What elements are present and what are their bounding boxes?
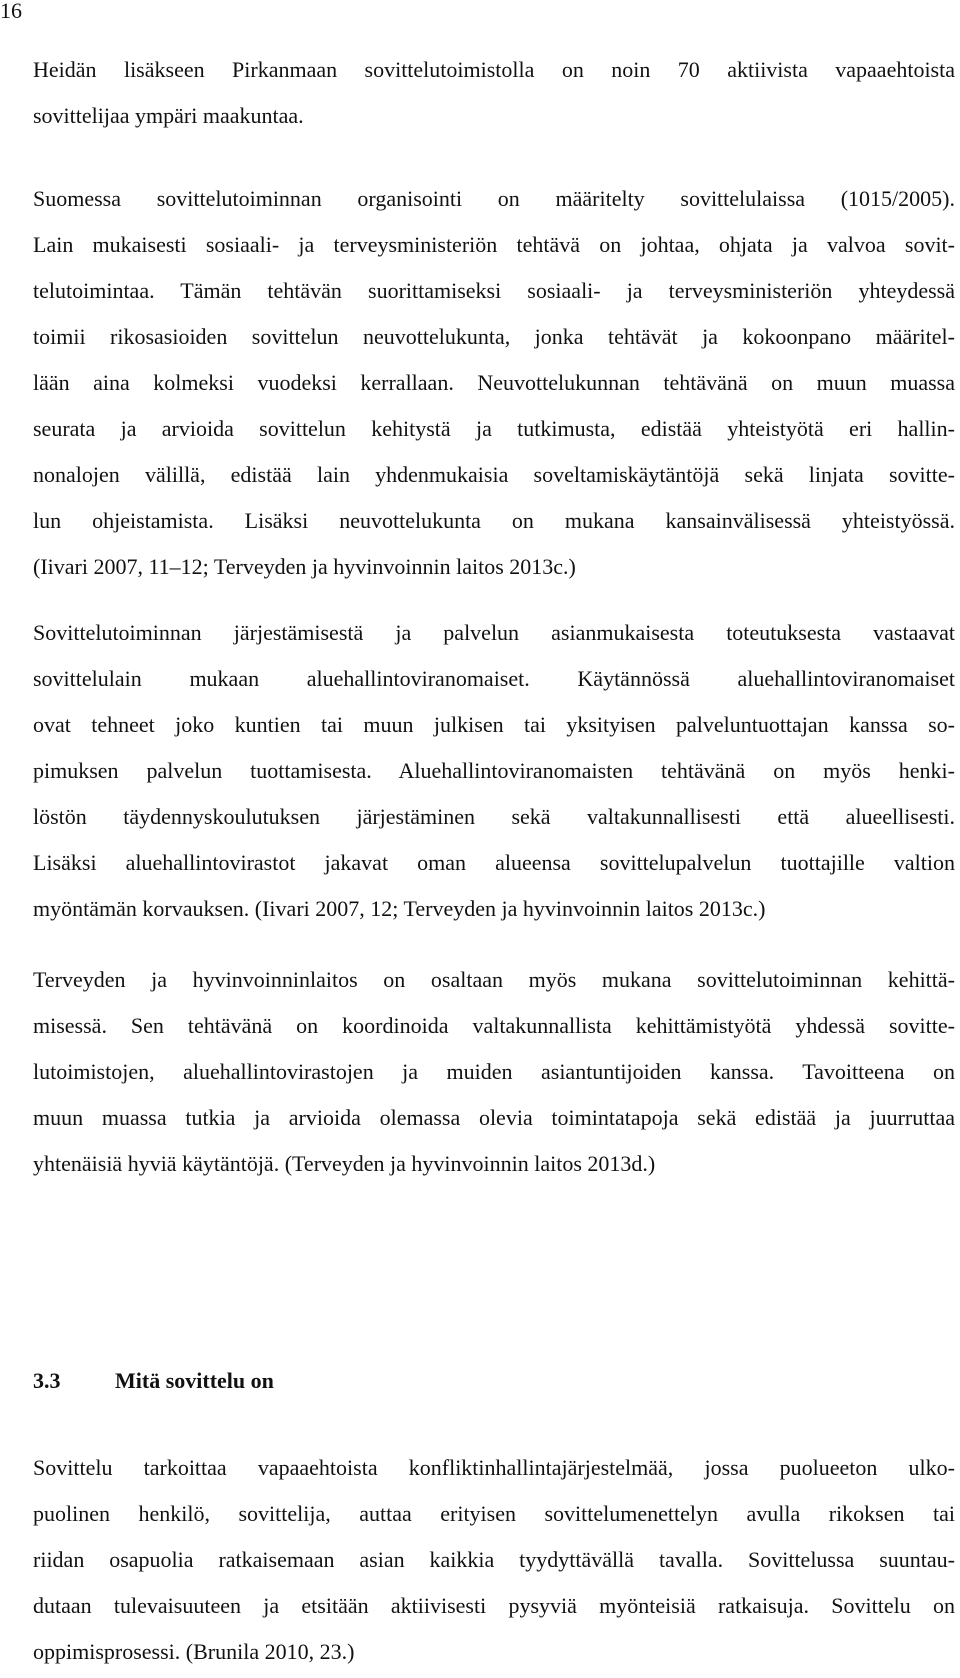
text-line: puolinen henkilö, sovittelija, auttaa erityisen sovittelumenettelyn avulla rikoksen tai (33, 1501, 955, 1526)
text-line: dutaan tulevaisuuteen ja etsitään aktiivisesti pysyviä myönteisiä ratkaisuja. Sovittelu on (33, 1593, 955, 1618)
text-line: myöntämän korvauksen. (Iivari 2007, 12; Terveyden ja hyvinvoinnin laitos 2013c.) (33, 896, 766, 921)
section-heading (33, 1358, 274, 1404)
text-line: yhtenäisiä hyviä käytäntöjä. (Terveyden ja hyvinvoinnin laitos 2013d.) (33, 1151, 656, 1176)
text-line: ovat tehneet joko kuntien tai muun julkisen tai yksityisen palveluntuottajan kanssa so- (33, 712, 955, 737)
paragraph-regional-authorities (33, 610, 955, 932)
paragraph-organisation (33, 176, 955, 590)
paragraph-definition (33, 1445, 955, 1675)
text-line: lun ohjeistamista. Lisäksi neuvottelukunta on mukana kansainvälisessä yhteistyössä. (33, 508, 955, 533)
text-line: Sovittelutoiminnan järjestämisestä ja palvelun asianmukaisesta toteutuksesta vastaavat (33, 620, 955, 645)
paragraph-volunteers (33, 47, 955, 139)
section-number: 3.3 (33, 1368, 61, 1393)
page-number: 16 (0, 0, 22, 23)
text-line: toimii rikosasioiden sovittelun neuvottelukunta, jonka tehtävät ja kokoonpano määritel- (33, 324, 955, 349)
text-line: pimuksen palvelun tuottamisesta. Aluehallintoviranomaisten tehtävänä on myös henki- (33, 758, 955, 783)
text-line: Sovittelu tarkoittaa vapaaehtoista konfliktinhallintajärjestelmää, jossa puolueeton ulko- (33, 1455, 955, 1480)
text-line: muun muassa tutkia ja arvioida olemassa olevia toimintatapoja sekä edistää ja juurruttaa (33, 1105, 955, 1130)
text-line: sovittelulain mukaan aluehallintoviranomaiset. Käytännössä aluehallintoviranomaiset (33, 666, 955, 691)
text-line: lään aina kolmeksi vuodeksi kerrallaan. Neuvottelukunnan tehtävänä on muun muassa (33, 370, 955, 395)
text-line: seurata ja arvioida sovittelun kehitystä ja tutkimusta, edistää yhteistyötä eri hallin- (33, 416, 955, 441)
text-line: misessä. Sen tehtävänä on koordinoida valtakunnallista kehittämistyötä yhdessä sovitte- (33, 1013, 955, 1038)
text-line: telutoimintaa. Tämän tehtävän suorittamiseksi sosiaali- ja terveysministeriön yhteydessä (33, 278, 955, 303)
section-title: Mitä sovittelu on (115, 1368, 274, 1393)
text-line: Lain mukaisesti sosiaali- ja terveysministeriön tehtävä on johtaa, ohjata ja valvoa sovit- (33, 232, 955, 257)
text-line: Lisäksi aluehallintovirastot jakavat oman alueensa sovittelupalvelun tuottajille valtion (33, 850, 955, 875)
text-line: Suomessa sovittelutoiminnan organisointi on määritelty sovittelulaissa (1015/2005). (33, 186, 955, 211)
text-line: lutoimistojen, aluehallintovirastojen ja muiden asiantuntijoiden kanssa. Tavoitteena on (33, 1059, 955, 1084)
text-line: Heidän lisäkseen Pirkanmaan sovittelutoimistolla on noin 70 aktiivista vapaaehtoista (33, 57, 955, 82)
text-line: Terveyden ja hyvinvoinninlaitos on osaltaan myös mukana sovittelutoiminnan kehittä- (33, 967, 955, 992)
text-line: (Iivari 2007, 11‒12; Terveyden ja hyvinvoinnin laitos 2013c.) (33, 554, 576, 579)
text-line: nonalojen välillä, edistää lain yhdenmukaisia soveltamiskäytäntöjä sekä linjata sovitte- (33, 462, 955, 487)
text-line: sovittelijaa ympäri maakuntaa. (33, 103, 304, 128)
text-line: riidan osapuolia ratkaisemaan asian kaikkia tyydyttävällä tavalla. Sovittelussa suuntau- (33, 1547, 955, 1572)
text-line: oppimisprosessi. (Brunila 2010, 23.) (33, 1639, 355, 1664)
paragraph-thl (33, 957, 955, 1187)
text-line: löstön täydennyskoulutuksen järjestäminen sekä valtakunnallisesti että alueellisesti. (33, 804, 955, 829)
